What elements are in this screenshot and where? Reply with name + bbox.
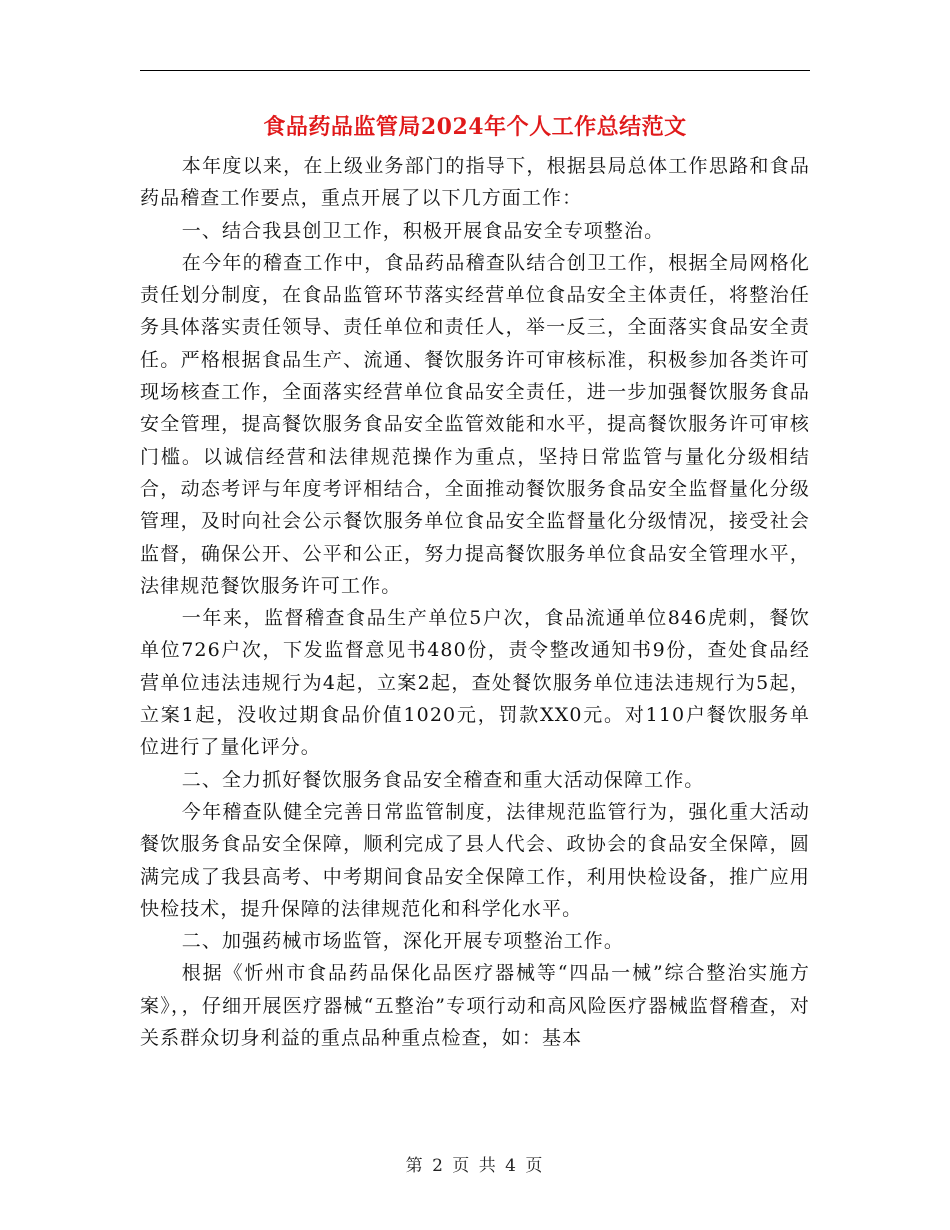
document-title: 食品药品监管局2024年个人工作总结范文 [263,114,687,140]
header-rule [140,70,810,71]
paragraph-section-3-body: 根据《忻州市食品药品保化品医疗器械等“四品一械”综合整治实施方案》，，仔细开展医疗器械“五整治”专项行动和高风险医疗器械监督稽查，对关系群众切身利益的重点品种重点检查，如：基本 [140,962,810,1050]
section-heading-2: 二、全力抓好餐饮服务食品安全稽查和重大活动保障工作。 [181,768,705,791]
paragraph-section-1-body: 在今年的稽查工作中，食品药品稽查队结合创卫工作，根据全局网格化责任划分制度，在食品监管环节落实经营单位食品安全主体责任，将整治任务具体落实责任领导、责任单位和责任人，举一反三，全面落实食品安全责任。严格根据食品生产、流通、餐饮服务许可审核标准，积极参加各类许可现场核查工作，全面落实经营单位食品安全责任，进一步加强餐饮服务食品安全管理，提高餐饮服务食品安全监管效能和水平，提高餐饮服务许可审核门槛。以诚信经营和法律规范操作为重点，坚持日常监管与量化分级相结合，动态考评与年度考评相结合，全面推动餐饮服务食品安全监督量化分级管理，及时向社会公示餐饮服务单位食品安全监督量化分级情况，接受社会监督，确保公开、公平和公正，努力提高餐饮服务单位食品安全管理水平，法律规范餐饮服务许可工作。 [140,251,810,597]
document-body [140,150,810,1054]
section-heading-1: 一、结合我县创卫工作，积极开展食品安全专项整治。 [181,219,665,242]
paragraph-section-2-body: 今年稽查队健全完善日常监管制度，法律规范监管行为，强化重大活动餐饮服务食品安全保障，顺利完成了县人代会、政协会的食品安全保障，圆满完成了我县高考、中考期间食品安全保障工作，利用快检设备，推广应用快检技术，提升保障的法律规范化和科学化水平。 [140,800,810,920]
section-heading-3: 二、加强药械市场监管，深化开展专项整治工作。 [181,930,624,953]
page-number-footer: 第 2 页 共 4 页 [405,1156,545,1176]
paragraph-intro: 本年度以来，在上级业务部门的指导下，根据县局总体工作思路和食品药品稽查工作要点，重点开展了以下几方面工作： [140,155,810,210]
paragraph-statistics: 一年来，监督稽查食品生产单位5户次，食品流通单位846虎刺，餐饮单位726户次，下发监督意见书480份，责令整改通知书9份，查处食品经营单位违法违规行为4起，立案2起，查处餐饮服务单位违法违规行为5起，立案1起，没收过期食品价值1020元，罚款XX0元。对110户餐饮服务单位进行了量化评分。 [140,607,810,759]
